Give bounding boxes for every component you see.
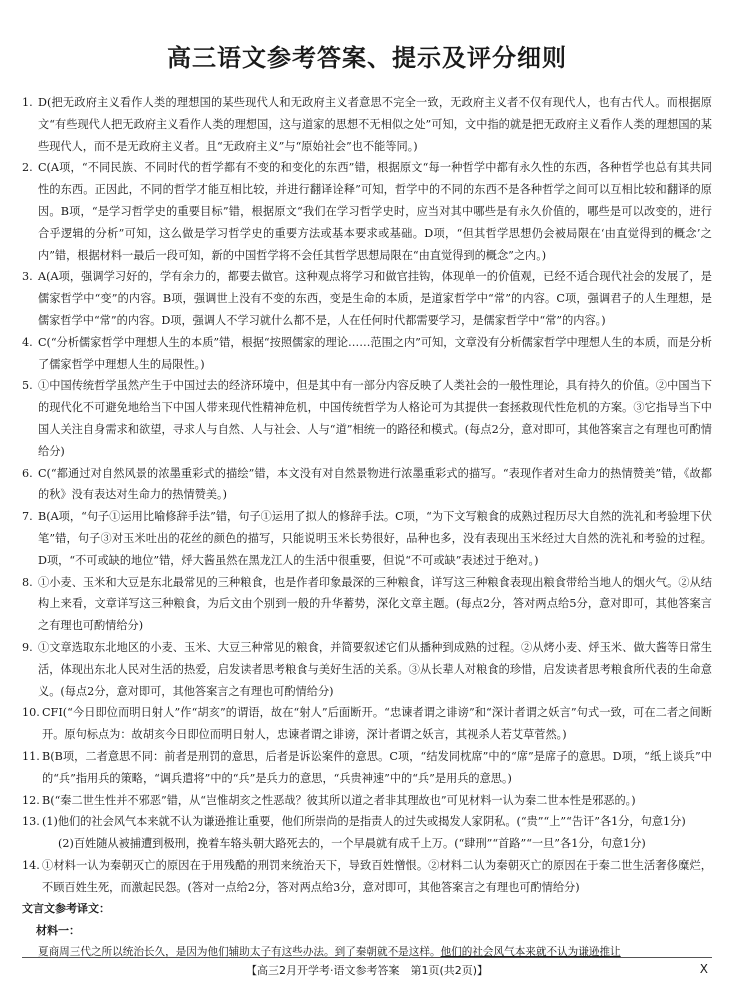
item-number: 2. (22, 161, 33, 175)
page-footer: 【高三2月开学考·语文参考答案 第1页(共2页)】 (245, 964, 489, 977)
answer-item-5 (22, 375, 712, 462)
item-text: C(“都通过对自然风景的浓墨重彩式的描绘”错，本文没有对自然景物进行浓墨重彩式的描写。“表现作者对生命力的热情赞美”错，《故都的秋》没有表达对生命力的热情赞美。) (38, 466, 712, 502)
item-number: 3. (22, 270, 33, 284)
material-label: 材料一： (36, 924, 80, 938)
item-number: 11. (22, 749, 40, 763)
item-text: ①中国传统哲学虽然产生于中国过去的经济环境中，但是其中有一部分内容反映了人类社会的一般性理论，具有持久的价值。②中国当下的现代化不可避免地给当下中国人带来现代性精神危机，中国传统哲学为人格论可为其提供一套拯救现代性危机的方案。③它指导当下中国人关注自身需求和欲望，寻求人与自然、人与社会、人与“道”相统一的路径和模式。(每点2分，意对即可，其他答案言之有理也可酌情给分) (38, 379, 712, 458)
answer-item-2 (22, 157, 712, 266)
answer-item-6 (22, 463, 712, 507)
footer-mark: X (699, 962, 708, 976)
item-text: CFI(“今日即位而明日射人”作“胡亥”的谓语，故在“射人”后面断开。“忠谏者谓之诽谤”和“深计者谓之妖言”句式一致，可在二者之间断开。原句标点为：故胡亥今日即位而明日射人，忠谏者谓之诽谤，深计者谓之妖言，其视杀人若艾草菅然。) (42, 706, 712, 742)
footer-divider (22, 957, 712, 958)
item-number: 6. (22, 466, 33, 480)
item-number: 12. (22, 793, 40, 807)
item-subpart: (2)百姓随从被捕遭到极刑，挽着车辂头朝大路死去的，一个早晨就有成千上万。(“肆刑”“首路”“一旦”各1分，句意1分) (58, 837, 646, 851)
item-text: A(A项，强调学习好的，学有余力的，都要去做官。这种观点将学习和做官挂钩，体现单一的价值观，已经不适合现代社会的发展了，是儒家哲学中“变”的内容。B项，强调世上没有不变的东西，变是生命的本质，是道家哲学中“常”的内容。C项，强调君子的人生理想，是儒家哲学中“常”的内容。D项，强调人不学习就什么都不是，人在任何时代都需要学习，是儒家哲学中“常”的内容。) (38, 270, 712, 327)
translation-heading: 文言文参考译文： (22, 902, 110, 916)
item-number: 10. (22, 706, 40, 720)
answer-item-12 (22, 790, 712, 812)
answer-item-1 (22, 92, 712, 157)
page-title: 高三语文参考答案、提示及评分细则 (167, 44, 567, 72)
answer-item-8 (22, 572, 712, 637)
item-text: ①小麦、玉米和大豆是东北最常见的三种粮食，也是作者印象最深的三种粮食，详写这三种粮食表现出粮食带给当地人的烟火气。②从结构上来看，文章详写这三种粮食，为后文由个别到一般的升华蓄势，深化文章主题。(每点2分，答对两点给5分，意对即可，其他答案言之有理也可酌情给分) (38, 575, 712, 633)
item-text: B(B项，二者意思不同：前者是刑罚的意思，后者是诉讼案件的意思。C项，“结发同枕席”中的“席”是席子的意思。D项，“纸上谈兵”中的“兵”指用兵的策略，“调兵遣将”中的“兵”是兵力的意思，“兵贵神速”中的“兵”是用兵的意思。) (42, 749, 712, 785)
item-text: D(把无政府主义看作人类的理想国的某些现代人和无政府主义者意思不完全一致，无政府主义者不仅有现代人，也有古代人。而根据原文“有些现代人把无政府主义看作人类的理想国，这与道家的思想不无相似之处”可知，文中指的就是把无政府主义看作人类的理想国的某些现代人，而不是无政府主义者。且“无政府主义”与“原始社会”也不能等同。) (38, 96, 712, 153)
item-text: (1)他们的社会风气本来就不认为谦逊推让重要，他们所崇尚的是指责人的过失或揭发人家阴私。(“贵”“上”“告讦”各1分，句意1分) (42, 815, 686, 829)
item-number: 8. (22, 575, 33, 589)
item-number: 7. (22, 510, 33, 524)
item-text: C(A项，“不同民族、不同时代的哲学都有不变的和变化的东西”错，根据原文“每一种哲学中都有永久性的东西，各种哲学也总有其共同性的东西。正因此，不同的哲学才能互相比较，并进行翻译诠释”可知，哲学中的不同的东西不是各种哲学之间可以互相比较和翻译的原因。B项，“是学习哲学史的重要目标”错，根据原文“我们在学习哲学史时，应当对其中哪些是有永久价值的，哪些是可以改变的，进行合乎逻辑的分析”可知，这么做是学习哲学史的重要方法或基本要求或基础。D项，“但其哲学思想仍会被局限在‘由直觉得到的概念’之内”错，根据材料一最后一段可知，新的中国哲学将不会任其哲学思想局限在“由直觉得到的概念”之内。) (38, 161, 712, 262)
item-number: 1. (22, 96, 33, 109)
answer-item-13 (22, 811, 712, 855)
translation-underlined: 他们的社会风气本来就不认为谦逊推让 (440, 946, 621, 959)
item-number: 4. (22, 335, 33, 349)
item-number: 9. (22, 640, 33, 654)
answer-list (22, 92, 712, 964)
answer-item-4 (22, 332, 712, 376)
item-number: 13. (22, 815, 40, 829)
item-text: ①材料一认为秦朝灭亡的原因在于用残酷的刑罚来统治天下，导致百姓憎恨。②材料二认为秦朝灭亡的原因在于秦二世生活奢侈糜烂，不顾百姓生死，而激起民怨。(答对一点给2分，答对两点给3分，意对即可，其他答案言之有理也可酌情给分) (42, 858, 712, 894)
answer-item-11 (22, 746, 712, 790)
item-number: 14. (22, 858, 40, 872)
answer-item-14 (22, 855, 712, 899)
answer-item-10 (22, 702, 712, 746)
item-text: B(A项，“句子①运用比喻修辞手法”错，句子①运用了拟人的修辞手法。C项，“为下文写粮食的成熟过程历尽大自然的洗礼和考验埋下伏笔”错，句子③对玉米吐出的花丝的颜色的描写，只能说明玉米长势很好，品种也多，没有表现出玉米经过大自然的洗礼和考验的过程。D项，“不可或缺的地位”错，烀大酱虽然在黑龙江人的生活中很重要，但说“不可或缺”表述过于绝对。) (38, 510, 712, 567)
item-text: B(“秦二世生性并不邪恶”错，从“岂惟胡亥之性恶哉？彼其所以道之者非其理故也”可见材料一认为秦二世本性是邪恶的。) (42, 793, 636, 807)
answer-item-9 (22, 637, 712, 702)
item-text: ①文章选取东北地区的小麦、玉米、大豆三种常见的粮食，并简要叙述它们从播种到成熟的过程。②从烤小麦、烀玉米、做大酱等日常生活，体现出东北人民对生活的热爱，启发读者思考粮食与美好生活的关系。③从长辈人对粮食的珍惜，启发读者思考粮食所代表的生命意义。(每点2分，意对即可，其他答案言之有理也可酌情给分) (38, 640, 712, 698)
translation-paragraph (22, 942, 712, 964)
answer-item-3 (22, 266, 712, 331)
item-text: C(“分析儒家哲学中理想人生的本质”错，根据“按照儒家的理论……范围之内”可知，文章没有分析儒家哲学中理想人生的本质，而是分析了儒家哲学中理想人生的局限性。) (38, 335, 712, 371)
answer-item-7 (22, 506, 712, 571)
translation-text: 夏商周三代之所以统治长久，是因为他们辅助太子有这些办法。到了秦朝就不是这样。 (38, 946, 441, 959)
item-number: 5. (22, 379, 33, 393)
